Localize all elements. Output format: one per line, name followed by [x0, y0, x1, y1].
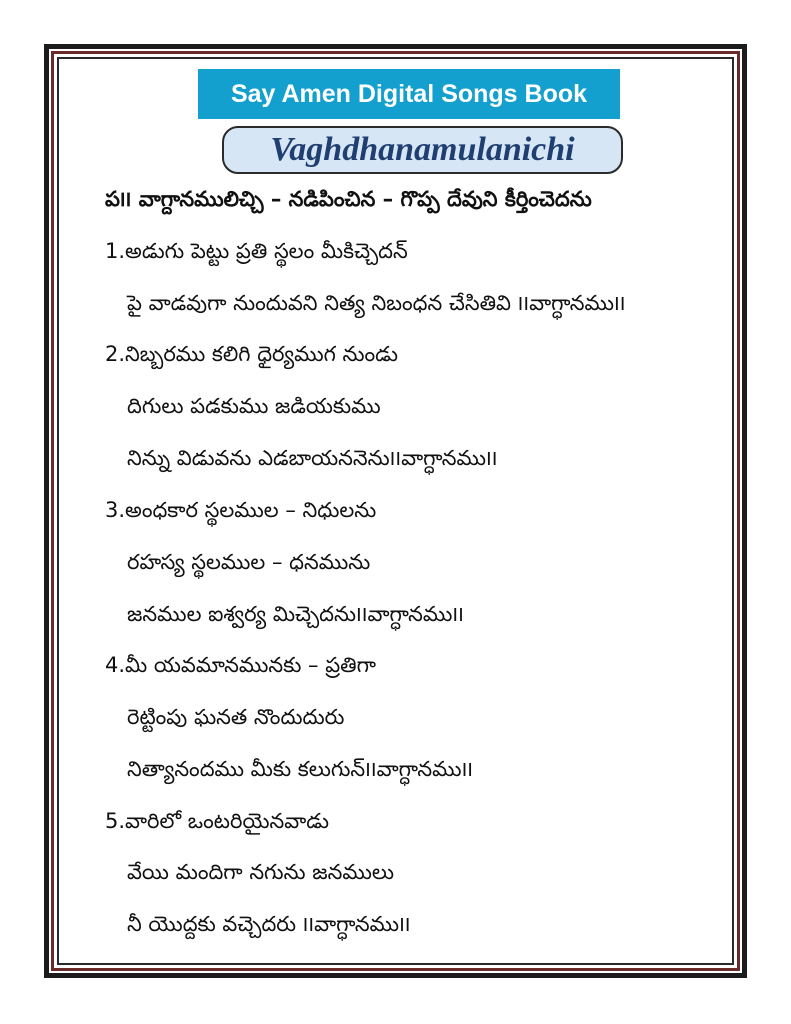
- refrain-line: ప౹౹ వాగ్దానములిచ్చి – నడిపించిన – గొప్ప దేవుని కీర్తించెదను: [105, 187, 592, 211]
- lyric-line-9: 4.మీ యవమానమునకు – ప్రతిగా: [105, 653, 376, 677]
- book-banner: Say Amen Digital Songs Book: [198, 69, 620, 119]
- lyric-line-4: దిగులు పడకుము జడియకుము: [127, 394, 381, 418]
- lyric-line-8: జనముల ఐశ్వర్య మిచ్చెదను౹౹వాగ్ధానము౹౹: [127, 602, 464, 626]
- song-title: Vaghdhanamulanichi: [222, 126, 623, 174]
- lyric-line-1: 1.అడుగు పెట్టు ప్రతి స్థలం మీకిచ్చెదన్: [105, 239, 408, 263]
- lyric-line-14: నీ యొద్దకు వచ్చెదరు ౹౹వాగ్ధానము౹౹: [127, 912, 411, 936]
- lyric-line-10: రెట్టింపు ఘనత నొందుదురు: [127, 705, 345, 729]
- lyric-line-6: 3.అంధకార స్థలముల – నిధులను: [105, 498, 377, 522]
- lyric-line-11: నిత్యానందము మీకు కలుగున్౹౹వాగ్ధానము౹౹: [127, 757, 474, 781]
- lyric-line-2: పై వాడవుగా నుందువని నిత్య నిబంధన చేసితివి ౹౹వాగ్ధానము౹౹: [127, 291, 626, 315]
- lyric-line-7: రహస్య స్థలముల – ధనమును: [127, 550, 371, 574]
- lyric-line-3: 2.నిబ్బరము కలిగి ధైర్యముగ నుండు: [105, 342, 398, 366]
- lyric-line-5: నిన్ను విడువను ఎడబాయననెను౹౹వాగ్ధానము౹౹: [127, 446, 498, 470]
- lyric-line-12: 5.వారిలో ఒంటరియైనవాడు: [105, 809, 330, 833]
- lyric-line-13: వేయి మందిగా నగును జనములు: [127, 860, 394, 884]
